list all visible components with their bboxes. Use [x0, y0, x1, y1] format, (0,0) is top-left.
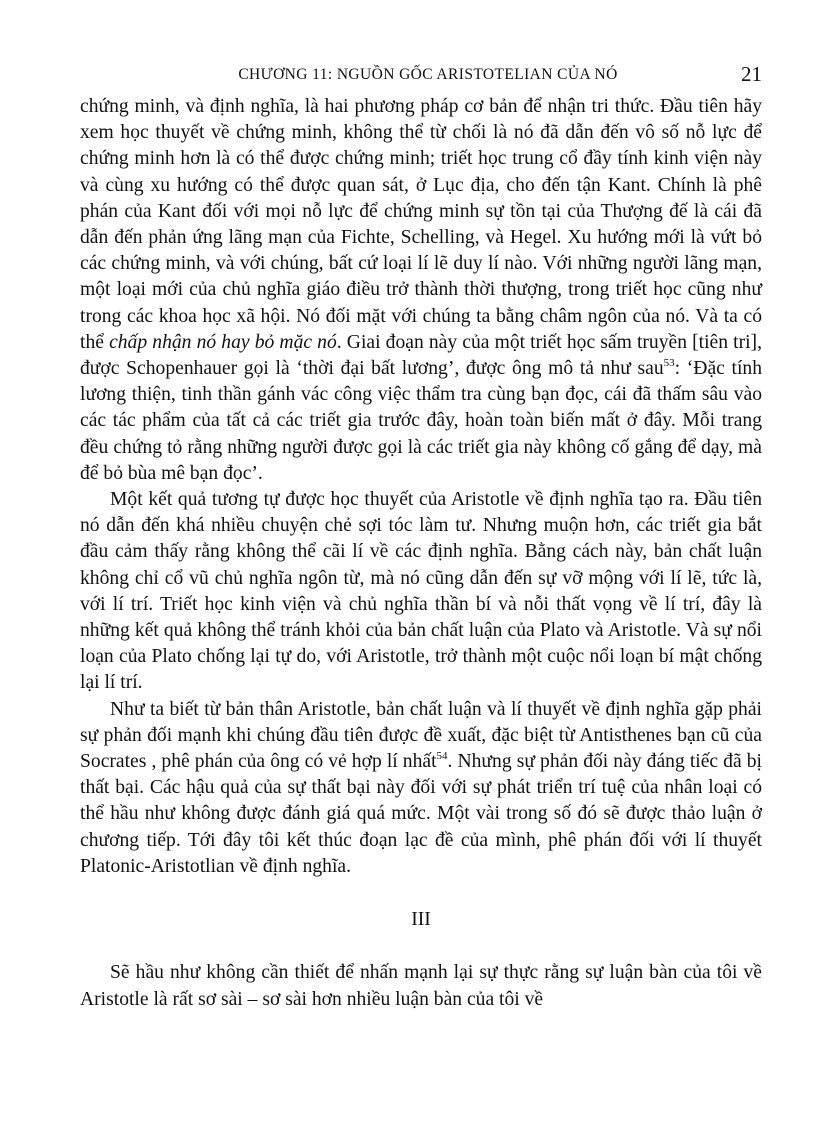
page-body [80, 94, 762, 1013]
paragraph-2: Một kết quả tương tự được học thuyết của Aristotle về định nghĩa tạo ra. Đầu tiên nó dẫn đến khá nhiều chuyện chẻ sợi tóc làm tư. Nhưng muộn hơn, các triết gia bắt đầu cảm thấy rằng không thể cãi lí về các định nghĩa. Bằng cách này, bản chất luận không chỉ cổ vũ chủ nghĩa ngôn từ, mà nó cũng dẫn đến sự vỡ mộng với lí lẽ, tức là, với lí trí. Triết học kinh viện và chủ nghĩa thần bí và nỗi thất vọng về lí trí, đây là những kết quả không thể tránh khỏi của bản chất luận của Plato và Aristotle. Và sự nổi loạn của Plato chống lại tự do, với Aristotle, trở thành một cuộc nổi loạn bí mật chống lại lí trí. [80, 489, 762, 694]
book-page [80, 60, 762, 1013]
paragraph-1 [80, 94, 762, 487]
running-header [80, 60, 762, 94]
paragraph-3-text-b: . Nhưng sự phản đối này đáng tiếc đã bị thất bại. Các hậu quả của sự thất bại này đối với sự phát triển trí tuệ của nhân loại có thể hầu như không được đánh giá quá mức. Một vài trong số đó sẽ được thảo luận ở chương tiếp. Tới đây tôi kết thúc đoạn lạc đề của mình, phê phán đối với lí thuyết Platonic-Aristotlian về định nghĩa. [80, 751, 762, 877]
paragraph-3 [80, 697, 762, 880]
paragraph-3-text-a: Như ta biết từ bản thân Aristotle, bản chất luận và lí thuyết về định nghĩa gặp phải sự phản đối mạnh khi chúng đầu tiên được đề xuất, đặc biệt từ Antisthenes bạn cũ của Socrates , phê phán của ông có vẻ hợp lí nhất [80, 698, 762, 773]
page-number: 21 [741, 62, 762, 86]
paragraph-1-emphasis: chấp nhận nó hay bỏ mặc nó [109, 331, 337, 353]
footnote-ref-53: 53 [663, 357, 675, 370]
paragraph-1-text-b: . Giai đoạn này của một triết học sấm truyền [tiên tri], được Schopenhauer gọi là ‘thời đại bất lương’, được ông mô tả như sau [80, 331, 762, 380]
section-heading: III [411, 909, 431, 931]
paragraph-1-text-a: chứng minh, và định nghĩa, là hai phương pháp cơ bản để nhận tri thức. Đầu tiên hãy xem học thuyết về chứng minh, không thể từ chối là nó đã dẫn đến vô số nỗ lực để chứng minh hơn là có thể được chứng minh; triết học trung cổ đầy tính kinh viện này và cùng xu hướng có thể được quan sát, ở Lục địa, cho đến tận Kant. Chính là phê phán của Kant đối với mọi nỗ lực để chứng minh sự tồn tại của Thượng đế là cái đã dẫn đến phản ứng lãng mạn của Fichte, Schelling, và Hegel. Xu hướng mới là vứt bỏ các chứng minh, và với chúng, bất cứ loại lí lẽ duy lí nào. Với những người lãng mạn, một loại mới của chủ nghĩa giáo điều trở thành thời thượng, trong triết học cũng như trong các khoa học xã hội. Nó đối mặt với chúng ta bằng châm ngôn của nó. Và ta có thể [80, 96, 762, 353]
paragraph-4: Sẽ hầu như không cần thiết để nhấn mạnh lại sự thực rằng sự luận bàn của tôi về Aristotle là rất sơ sài – sơ sài hơn nhiều luận bàn của tôi về [80, 962, 762, 1010]
chapter-title: CHƯƠNG 11: NGUỒN GỐC ARISTOTELIAN CỦA NÓ [238, 66, 618, 83]
paragraph-1-text-c: : ‘Đặc tính lương thiện, tinh thần gánh vác công việc thẩm tra cùng bạn đọc, cái đã thấm sâu vào các tác phẩm của tất cả các triết gia trước đây, hoàn toàn biến mất ở đây. Mỗi trang đều chứng tỏ rằng những người được gọi là các triết gia này không cố gắng để dạy, mà để bỏ bùa mê bạn đọc’. [80, 358, 762, 484]
footnote-ref-54: 54 [436, 750, 448, 763]
